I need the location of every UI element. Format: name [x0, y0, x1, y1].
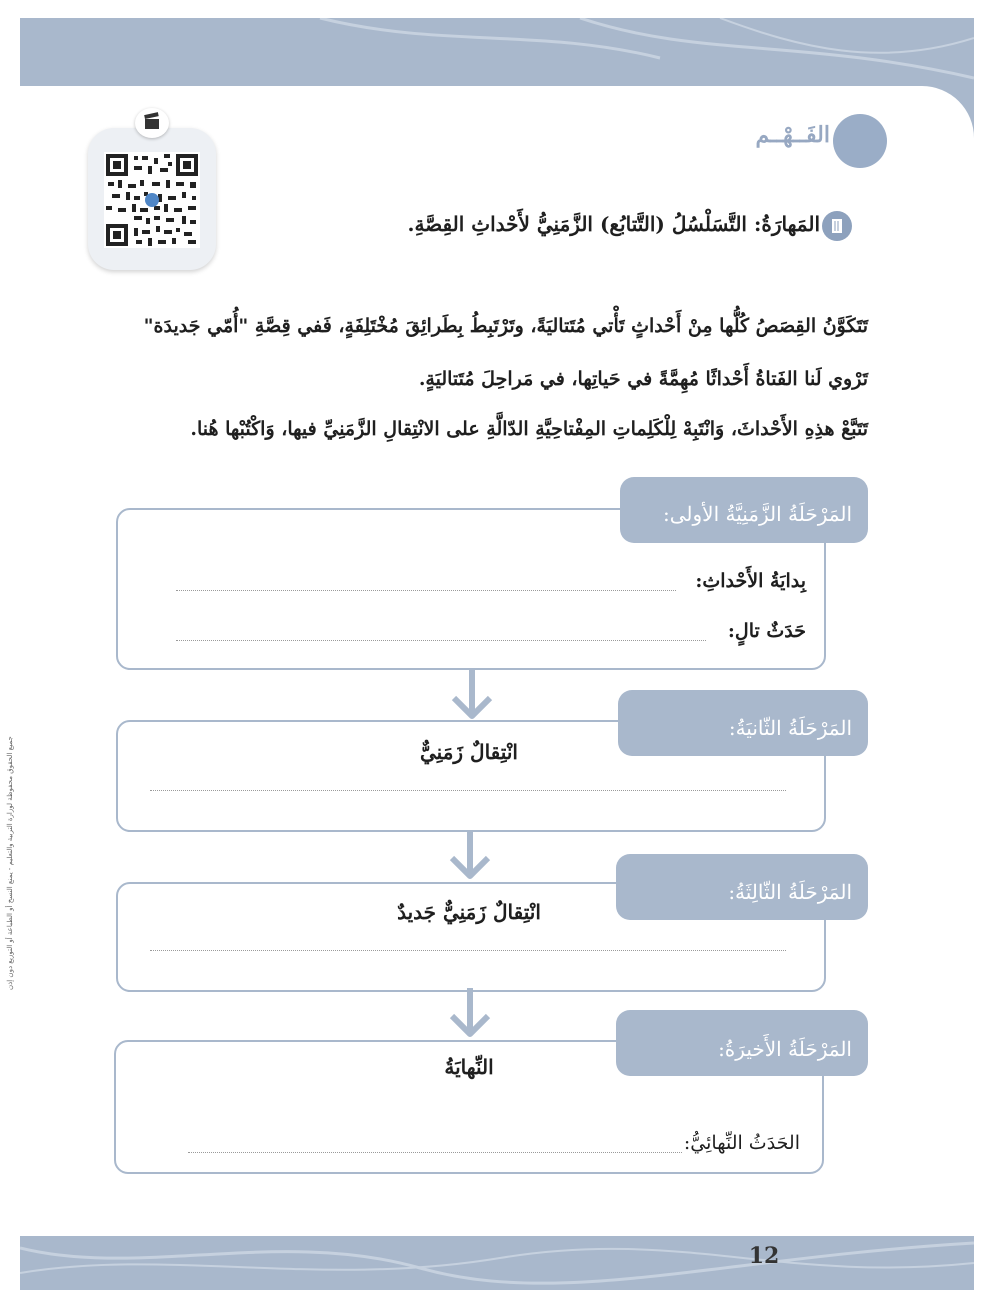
book-icon [822, 211, 852, 241]
stage-3-center-label: انْتِقالٌ زَمَنِيٌّ جَديدٌ [397, 900, 541, 924]
stage-3-answer-line[interactable] [150, 950, 786, 951]
down-arrow-icon [444, 986, 496, 1040]
down-arrow-icon [444, 828, 496, 882]
stage-3-tab: المَرْحَلَةُ الثّالِثَةُ: [616, 854, 868, 920]
stage-1-answer-line-1[interactable] [176, 590, 676, 591]
stage-2-tab: المَرْحَلَةُ الثّانيَةُ: [618, 690, 868, 756]
stage-2-answer-line[interactable] [150, 790, 786, 791]
stage-4-answer-line[interactable] [188, 1152, 682, 1153]
stage-1-tab: المَرْحَلَةُ الزَّمَنِيَّةُ الأولى: [620, 477, 868, 543]
stage-1-answer-line-2[interactable] [176, 640, 706, 641]
stage-4-field-final-label: الحَدَثُ النِّهائِيُّ: [683, 1132, 800, 1154]
section-circle [833, 114, 887, 168]
clapperboard-icon [135, 108, 169, 138]
page-number: 12 [748, 1243, 780, 1269]
stage-1-field-next-label: حَدَثٌ تالٍ: [727, 620, 806, 642]
intro-line-1: تَتَكَوَّنُ القِصَصُ كُلُّها مِنْ أَحْداثٍ تَأْتي مُتَتاليَةً، وتَرْتَبِطُ بِطَرائِقَ مُخْتَلِفَةٍ، فَفي قِصَّةِ "أُمّي جَديدَة" [143, 315, 868, 337]
skill-statement: المَهارَةُ: التَّسَلْسُلُ (التَّتابُع) الزَّمَنِيُّ لأَحْداثِ القِصَّةِ. [407, 212, 820, 236]
stage-2-center-label: انْتِقالٌ زَمَنِيٌّ [420, 740, 518, 764]
intro-instruction: تَتَبَّعْ هذِهِ الأَحْداثَ، وَانْتَبِهْ لِلْكَلِماتِ المِفْتاحِيَّةِ الدّالَّةِ على الانْتِقالِ الزَّمَنِيِّ فيها، وَاكْتُبْها هُنا. [190, 418, 868, 440]
qr-code-icon[interactable] [104, 152, 200, 248]
section-title: الفَــهْــم [755, 122, 830, 148]
stage-4-tab: المَرْحَلَةُ الأَخيرَةُ: [616, 1010, 868, 1076]
stage-1-field-start-label: بِدايَةُ الأَحْداثِ: [695, 570, 806, 592]
stage-4-center-label: النِّهايَةُ [444, 1055, 494, 1079]
intro-line-2: تَرْوي لَنا الفَتاةُ أَحْداثًا مُهِمَّةً في حَياتِها، في مَراحِلَ مُتَتاليَةٍ. [418, 368, 868, 390]
copyright-notice: جميع الحقوق محفوظة لوزارة التربية والتعليم - يمنع النسخ أو الطباعة أو التوزيع دون إذن [6, 736, 14, 990]
down-arrow-icon [446, 668, 498, 722]
